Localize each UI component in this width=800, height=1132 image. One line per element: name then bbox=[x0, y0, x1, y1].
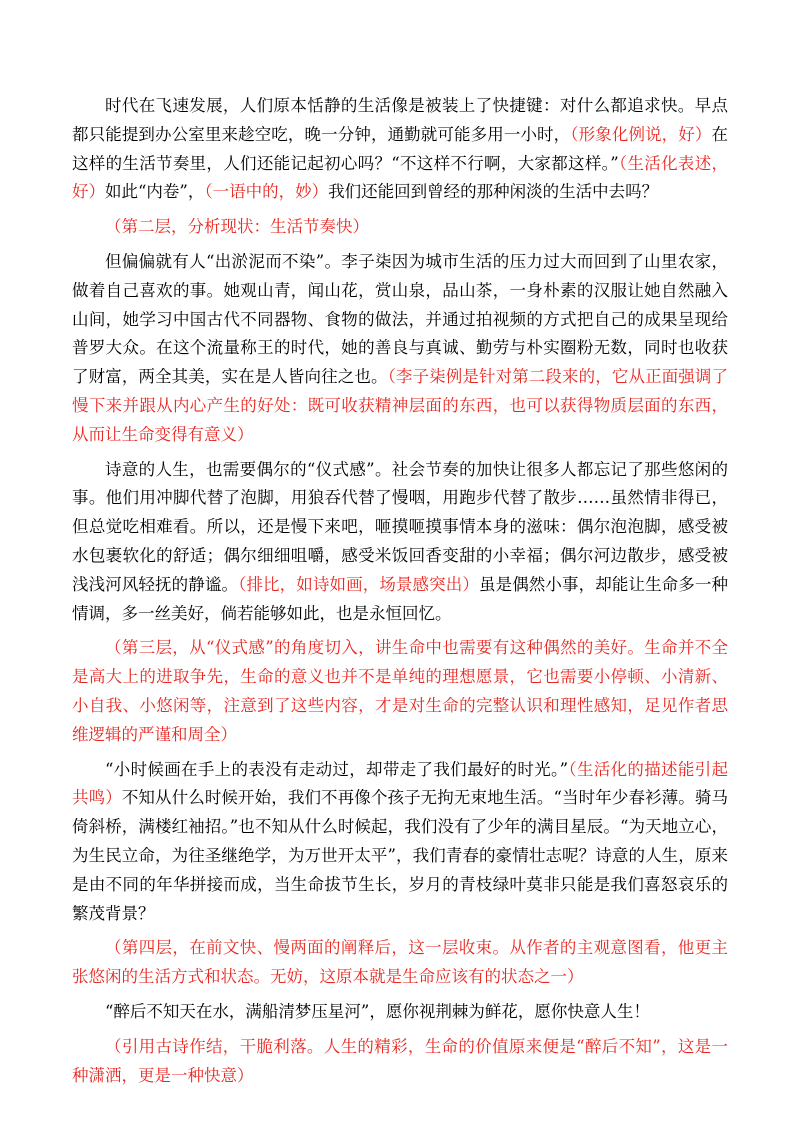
annotation-ending: （引用古诗作结，干脆利落。人生的精彩，生命的价值原来便是“醉后不知”，这是一种潇洒，更是一种快意） bbox=[72, 1036, 728, 1085]
body-text: 我们还能回到曾经的那种闲淡的生活中去吗？ bbox=[328, 182, 659, 202]
body-text: 不知从什么时候开始，我们不再像个孩子无拘无束地生活。“当时年少春衫薄。骑马倚斜桥，满楼红袖招。”也不知从什么时候起，我们没有了少年的满目星辰。“为天地立心，为生民立命，为往圣继绝学，为万世开太平”，我们青春的豪情壮志呢？诗意的人生，原来是由不同的年华拼接而成，当生命拔节生长，岁月的青枝绿叶莫非只能是我们喜怒哀乐的繁茂背景？ bbox=[72, 788, 728, 923]
annotation: （排比，如诗如画，场景感突出） bbox=[238, 574, 479, 594]
annotation-layer-three: （第三层，从“仪式感”的角度切入，讲生命中也需要有这种偶然的美好。生命并不全是高大上的进取争先，生命的意义也并不是单纯的理想愿景，它也需要小停顿、小清新、小自我、小悠闲等，注意到了这些内容，才是对生命的完整认识和理性感知，足见作者思维逻辑的严谨和周全） bbox=[72, 638, 728, 744]
annotation: （一语中的，妙） bbox=[204, 182, 329, 202]
document-page bbox=[72, 92, 728, 1096]
paragraph-conclusion bbox=[72, 998, 728, 1027]
annotation: （形象化例说，好） bbox=[570, 124, 712, 144]
paragraph-li-ziqi bbox=[72, 248, 728, 450]
paragraph-fast-life bbox=[72, 92, 728, 207]
body-text: 虽是偶然小事，却能让生命多一种情调，多一丝美好，倘若能够如此，也是永恒回忆。 bbox=[72, 574, 729, 623]
annotation: （生活化的描述能引起共鸣） bbox=[72, 759, 729, 808]
annotation: （李子柒例是针对第二段来的，它从正面强调了慢下来并跟从内心产生的好处：既可收获精神层面的东西，也可以获得物质层面的东西，从而让生命变得有意义） bbox=[72, 367, 729, 444]
body-text: 如此“内卷”， bbox=[105, 182, 205, 202]
body-text: “小时候画在手上的表没有走动过，却带走了我们最好的时光。” bbox=[105, 759, 569, 779]
body-text: 诗意的人生，也需要偶尔的“仪式感”。社会节奏的加快让很多人都忘记了那些悠闲的事。他们用冲脚代替了泡脚，用狼吞代替了慢咽，用跑步代替了散步……虽然情非得已，但总觉吃相难看。所以，还是慢下来吧，咂摸咂摸事情本身的滋味：偶尔泡泡脚，感受被水包裹软化的舒适；偶尔细细咀嚼，感受米饭回香变甜的小幸福；偶尔河边散步，感受被浅浅河风轻抚的静谧。 bbox=[72, 459, 728, 594]
body-text: 时代在飞速发展，人们原本恬静的生活像是被装上了快捷键：对什么都追求快。早点都只能提到办公室里来趁空吃，晚一分钟，通勤就可能多用一小时， bbox=[72, 96, 728, 144]
annotation-layer-two: （第二层，分析现状：生活节奏快） bbox=[105, 217, 369, 237]
body-text: 但偏偏就有人“出淤泥而不染”。李子柒因为城市生活的压力过大而回到了山里农家，做着自己喜欢的事。她观山青，闻山花，赏山泉，品山茶，一身朴素的汉服让她自然融入山间，她学习中国古代不同器物、食物的做法，并通过拍视频的方式把自己的成果呈现给普罗大众。在这个流量称王的时代，她的善良与真诚、勤劳与朴实圈粉无数，同时也收获了财富，两全其美，实在是人皆向往之也。 bbox=[72, 251, 728, 387]
paragraph-childhood bbox=[72, 756, 728, 929]
annotation: （生活化表述，好） bbox=[72, 153, 728, 202]
body-text: “醉后不知天在水，满船清梦压星河”，愿你视荆棘为鲜花，愿你快意人生！ bbox=[105, 1001, 650, 1021]
body-text: 在这样的生活节奏里，人们还能记起初心吗？“不这样不行啊，大家都这样。” bbox=[72, 124, 729, 173]
annotation-layer-four: （第四层，在前文快、慢两面的阐释后，这一层收束。从作者的主观意图看，他更主张悠闲的生活方式和状态。无妨，这原本就是生命应该有的状态之一） bbox=[72, 938, 728, 987]
paragraph-ritual bbox=[72, 456, 728, 629]
